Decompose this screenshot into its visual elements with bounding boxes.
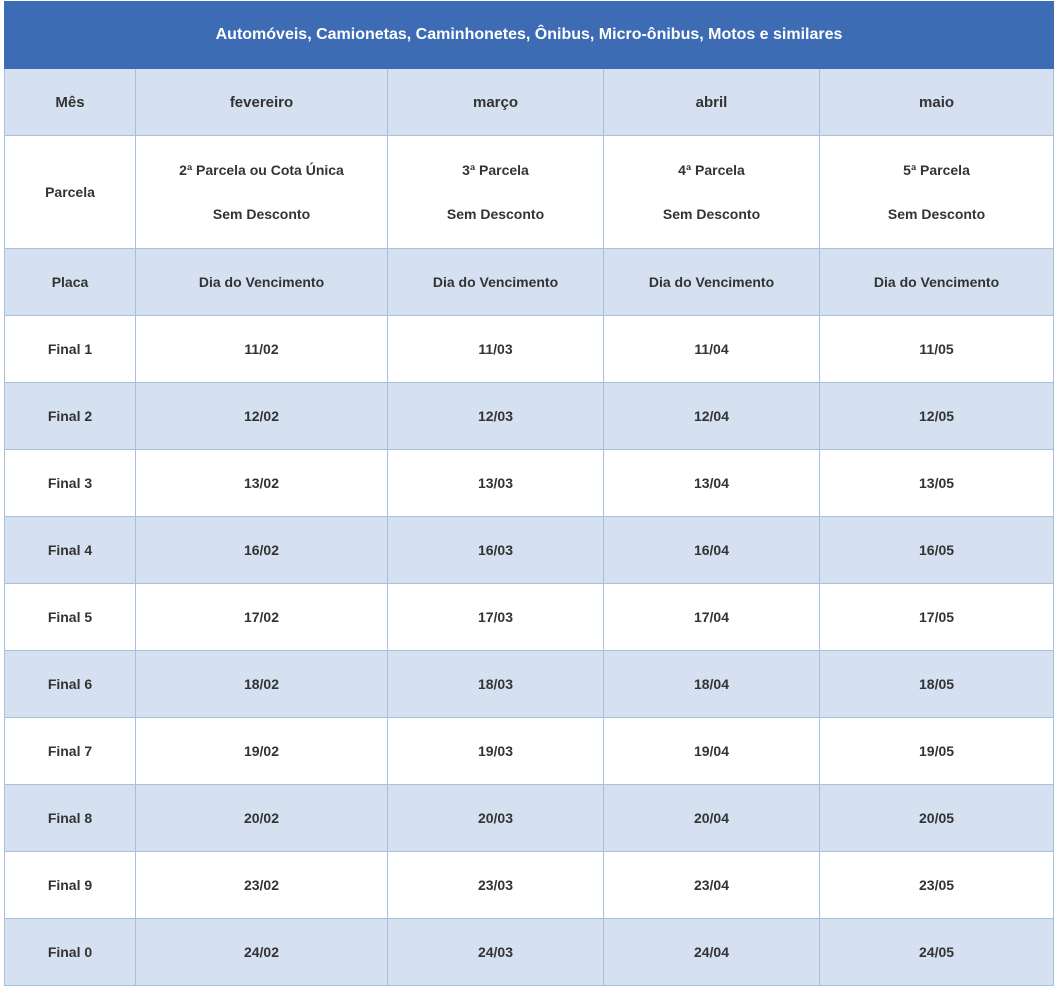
date-cell: 12/02: [136, 383, 388, 450]
placa-cell: Final 0: [5, 919, 136, 986]
date-cell: 23/03: [388, 852, 604, 919]
date-cell: 17/02: [136, 584, 388, 651]
table-row: [5, 517, 1054, 584]
date-cell: 16/03: [388, 517, 604, 584]
parcela-label: Parcela: [5, 136, 136, 249]
parcela-name: 5ª Parcela: [903, 162, 970, 178]
parcela-desconto: Sem Desconto: [662, 206, 761, 222]
date-cell: 24/05: [820, 919, 1054, 986]
date-cell: 18/03: [388, 651, 604, 718]
table-row: [5, 584, 1054, 651]
table-row: [5, 383, 1054, 450]
month-header: abril: [604, 69, 820, 136]
date-cell: 13/03: [388, 450, 604, 517]
date-cell: 13/04: [604, 450, 820, 517]
date-cell: 17/03: [388, 584, 604, 651]
date-cell: 12/03: [388, 383, 604, 450]
date-cell: 17/05: [820, 584, 1054, 651]
parcela-desconto: Sem Desconto: [446, 206, 545, 222]
date-cell: 18/02: [136, 651, 388, 718]
table-row: [5, 651, 1054, 718]
date-cell: 24/04: [604, 919, 820, 986]
date-cell: 11/04: [604, 316, 820, 383]
parcela-name: 3ª Parcela: [462, 162, 529, 178]
date-cell: 17/04: [604, 584, 820, 651]
placa-header-row: [5, 249, 1054, 316]
placa-cell: Final 6: [5, 651, 136, 718]
month-header: março: [388, 69, 604, 136]
placa-cell: Final 5: [5, 584, 136, 651]
parcela-desconto: Sem Desconto: [887, 206, 986, 222]
parcela-cell: [136, 136, 388, 249]
table-row: [5, 316, 1054, 383]
date-cell: 12/04: [604, 383, 820, 450]
date-cell: 20/04: [604, 785, 820, 852]
parcela-cell: [820, 136, 1054, 249]
month-row: [5, 69, 1054, 136]
placa-cell: Final 2: [5, 383, 136, 450]
parcela-name: 2ª Parcela ou Cota Única: [179, 162, 344, 178]
date-cell: 24/03: [388, 919, 604, 986]
parcela-row: [5, 136, 1054, 249]
date-cell: 20/03: [388, 785, 604, 852]
month-header: fevereiro: [136, 69, 388, 136]
date-cell: 23/02: [136, 852, 388, 919]
date-cell: 16/05: [820, 517, 1054, 584]
date-cell: 11/03: [388, 316, 604, 383]
date-cell: 16/02: [136, 517, 388, 584]
table-row: [5, 785, 1054, 852]
ipva-calendar: [4, 1, 1053, 986]
placa-label: Placa: [5, 249, 136, 316]
date-cell: 20/05: [820, 785, 1054, 852]
date-cell: 13/02: [136, 450, 388, 517]
parcela-desconto: Sem Desconto: [212, 206, 311, 222]
vencimento-label: Dia do Vencimento: [136, 249, 388, 316]
date-cell: 11/05: [820, 316, 1054, 383]
month-header: maio: [820, 69, 1054, 136]
placa-cell: Final 7: [5, 718, 136, 785]
date-cell: 16/04: [604, 517, 820, 584]
date-cell: 23/05: [820, 852, 1054, 919]
vencimento-label: Dia do Vencimento: [388, 249, 604, 316]
placa-cell: Final 8: [5, 785, 136, 852]
date-cell: 11/02: [136, 316, 388, 383]
date-cell: 19/05: [820, 718, 1054, 785]
table-row: [5, 718, 1054, 785]
date-cell: 19/03: [388, 718, 604, 785]
date-cell: 24/02: [136, 919, 388, 986]
date-cell: 13/05: [820, 450, 1054, 517]
parcela-cell: [604, 136, 820, 249]
date-cell: 12/05: [820, 383, 1054, 450]
date-cell: 20/02: [136, 785, 388, 852]
placa-cell: Final 1: [5, 316, 136, 383]
vencimento-label: Dia do Vencimento: [820, 249, 1054, 316]
table-row: [5, 852, 1054, 919]
vencimento-label: Dia do Vencimento: [604, 249, 820, 316]
date-cell: 18/05: [820, 651, 1054, 718]
date-cell: 19/04: [604, 718, 820, 785]
mes-label: Mês: [5, 69, 136, 136]
placa-cell: Final 3: [5, 450, 136, 517]
ipva-table: [4, 1, 1054, 986]
table-title: Automóveis, Camionetas, Caminhonetes, Ônibus, Micro-ônibus, Motos e similares: [5, 2, 1054, 69]
placa-cell: Final 9: [5, 852, 136, 919]
date-cell: 18/04: [604, 651, 820, 718]
date-cell: 19/02: [136, 718, 388, 785]
parcela-cell: [388, 136, 604, 249]
table-row: [5, 919, 1054, 986]
table-row: [5, 450, 1054, 517]
parcela-name: 4ª Parcela: [678, 162, 745, 178]
date-cell: 23/04: [604, 852, 820, 919]
placa-cell: Final 4: [5, 517, 136, 584]
